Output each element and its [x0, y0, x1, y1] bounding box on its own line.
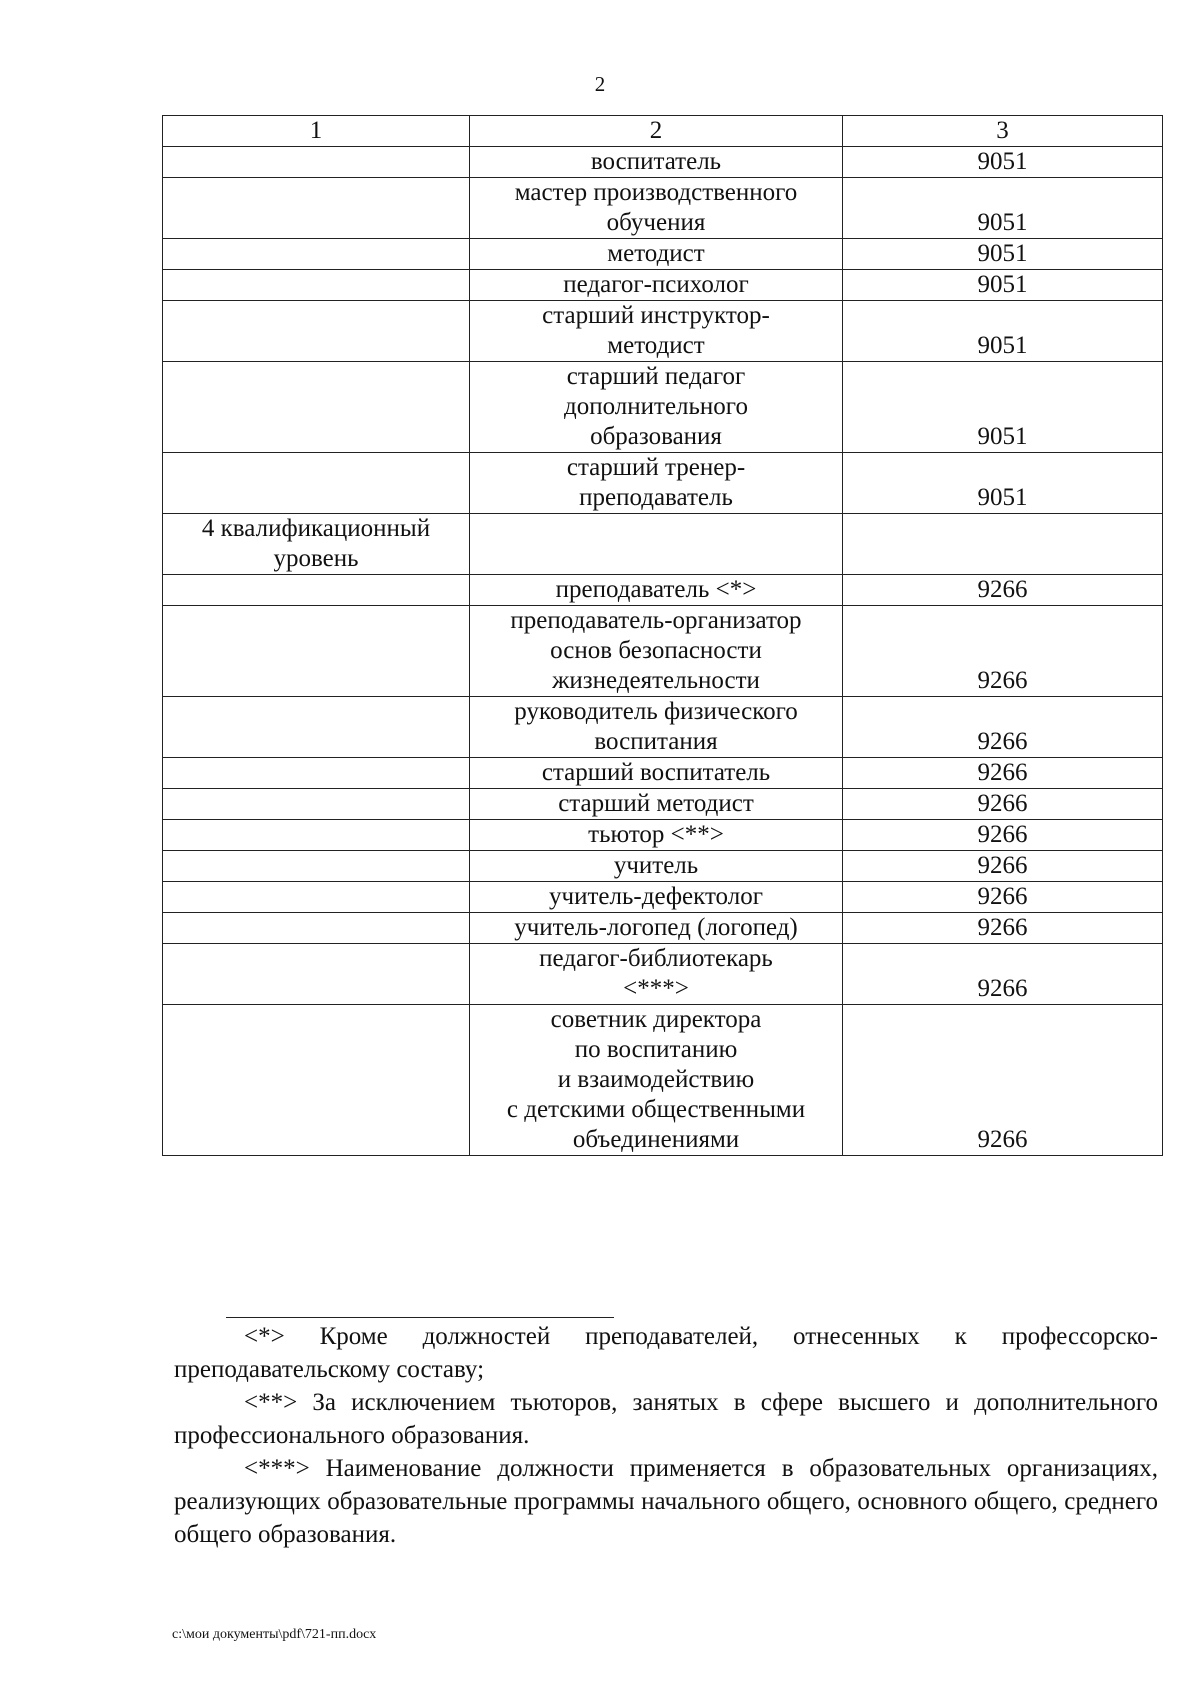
- code-cell: 9051: [843, 239, 1163, 270]
- level-cell: [163, 606, 470, 697]
- code-cell: 9266: [843, 820, 1163, 851]
- code-cell: 9051: [843, 147, 1163, 178]
- position-cell-line: старший инструктор-: [542, 302, 770, 329]
- code-cell: 9266: [843, 575, 1163, 606]
- table-row: [163, 301, 1163, 362]
- level-cell: [163, 820, 470, 851]
- level-cell: [163, 882, 470, 913]
- level-cell: [163, 301, 470, 362]
- position-cell-line: тьютор <**>: [588, 821, 724, 848]
- level-cell: [163, 362, 470, 453]
- position-cell-line: старший воспитатель: [541, 759, 771, 786]
- position-cell-line: педагог-психолог: [563, 271, 749, 298]
- table-row: [163, 758, 1163, 789]
- position-cell-line: по воспитанию: [574, 1036, 738, 1063]
- code-cell: 9051: [843, 362, 1163, 453]
- footnote-separator: [226, 1317, 614, 1318]
- position-cell-line: объединениями: [572, 1126, 740, 1153]
- position-cell-line: методист: [607, 332, 705, 359]
- level-cell: [163, 1005, 470, 1156]
- table-row: [163, 239, 1163, 270]
- table-row: [163, 575, 1163, 606]
- position-cell-line: <***>: [623, 975, 689, 1002]
- code-cell: 9266: [843, 882, 1163, 913]
- code-cell: 9051: [843, 453, 1163, 514]
- level-cell-line: уровень: [273, 545, 359, 572]
- code-cell: 9266: [843, 789, 1163, 820]
- code-cell: 9051: [843, 301, 1163, 362]
- position-cell-line: руководитель физического: [514, 698, 798, 725]
- table-row: [163, 178, 1163, 239]
- header-cell-3: 3: [843, 116, 1163, 147]
- positions-table: [162, 115, 1163, 1156]
- table-row: [163, 606, 1163, 697]
- position-cell: [470, 453, 843, 514]
- code-cell: 9266: [843, 851, 1163, 882]
- level-cell: [163, 453, 470, 514]
- position-cell-line: мастер производственного: [514, 179, 798, 206]
- position-cell: [470, 575, 843, 606]
- position-cell-line: и взаимодействию: [557, 1066, 755, 1093]
- table-header-row: [163, 116, 1163, 147]
- position-cell-line: старший педагог: [566, 363, 746, 390]
- position-cell: [470, 178, 843, 239]
- level-cell: [163, 758, 470, 789]
- position-cell: [470, 944, 843, 1005]
- code-cell: 9266: [843, 1005, 1163, 1156]
- position-cell-line: преподаватель-организатор: [510, 607, 802, 634]
- code-cell: 9266: [843, 913, 1163, 944]
- position-cell: [470, 851, 843, 882]
- level-cell: [163, 514, 470, 575]
- table-row: [163, 913, 1163, 944]
- position-cell: [470, 362, 843, 453]
- position-cell-line: с детскими общественными: [506, 1096, 806, 1123]
- position-cell-line: основ безопасности: [550, 637, 762, 664]
- position-cell-line: преподаватель: [579, 484, 733, 511]
- position-cell-line: учитель: [613, 852, 699, 879]
- level-cell: [163, 851, 470, 882]
- position-cell: [470, 913, 843, 944]
- position-cell-line: педагог-библиотекарь: [539, 945, 773, 972]
- table-row: [163, 697, 1163, 758]
- code-cell: 9051: [843, 270, 1163, 301]
- position-cell: [470, 147, 843, 178]
- position-cell-line: образования: [590, 423, 722, 450]
- level-cell: [163, 789, 470, 820]
- table-row: [163, 820, 1163, 851]
- position-cell: [470, 239, 843, 270]
- table-row: [163, 453, 1163, 514]
- level-cell: [163, 575, 470, 606]
- page-number: 2: [594, 72, 606, 96]
- position-cell-line: преподаватель <*>: [555, 576, 757, 603]
- footnote-3: <***> Наименование должности применяется в образовательных организациях, реализующих образовательные программы начального общего, основного общего, среднего общего образования.: [174, 1455, 1158, 1548]
- level-cell: [163, 913, 470, 944]
- footnote-2: <**> За исключением тьюторов, занятых в сфере высшего и дополнительного профессионального образования.: [174, 1389, 1158, 1449]
- code-cell: 9051: [843, 178, 1163, 239]
- code-cell: 9266: [843, 606, 1163, 697]
- header-cell-2: 2: [470, 116, 843, 147]
- table-row: [163, 147, 1163, 178]
- header-cell-1: 1: [163, 116, 470, 147]
- position-cell-line: старший тренер-: [566, 454, 746, 481]
- table-row: [163, 1005, 1163, 1156]
- position-cell: [470, 697, 843, 758]
- table-row: [163, 362, 1163, 453]
- table-row: [163, 944, 1163, 1005]
- position-cell: [470, 789, 843, 820]
- level-cell: [163, 697, 470, 758]
- position-cell-line: старший методист: [558, 790, 754, 817]
- position-cell-line: учитель-дефектолог: [549, 883, 763, 910]
- position-cell-line: жизнедеятельности: [552, 667, 760, 694]
- level-cell: [163, 147, 470, 178]
- level-cell: [163, 178, 470, 239]
- position-cell: [470, 820, 843, 851]
- position-cell: [470, 270, 843, 301]
- position-cell: [470, 1005, 843, 1156]
- table-row: [163, 270, 1163, 301]
- position-cell-line: воспитания: [594, 728, 718, 755]
- code-cell: [843, 514, 1163, 575]
- footnote-1: <*> Кроме должностей преподавателей, отнесенных к профессорско-преподавательскому составу;: [174, 1323, 1158, 1383]
- code-cell: 9266: [843, 944, 1163, 1005]
- position-cell-line: обучения: [606, 209, 706, 236]
- code-cell: 9266: [843, 697, 1163, 758]
- table-body: [163, 116, 1163, 1156]
- position-cell-line: советник директора: [550, 1006, 762, 1033]
- position-cell: [470, 758, 843, 789]
- position-cell-line: воспитатель: [590, 148, 722, 175]
- level-cell: [163, 270, 470, 301]
- position-cell-line: учитель-логопед (логопед): [514, 914, 798, 941]
- position-cell-line: методист: [607, 240, 705, 267]
- table-row: [163, 851, 1163, 882]
- position-cell-line: дополнительного: [564, 393, 748, 420]
- table-row: [163, 514, 1163, 575]
- footnotes: [174, 1320, 1158, 1551]
- level-cell-line: 4 квалификационный: [201, 515, 431, 542]
- level-cell: [163, 944, 470, 1005]
- file-path: c:\мои документы\pdf\721-пп.docx: [172, 1627, 377, 1642]
- position-cell: [470, 882, 843, 913]
- code-cell: 9266: [843, 758, 1163, 789]
- position-cell: [470, 514, 843, 575]
- position-cell: [470, 606, 843, 697]
- table-row: [163, 882, 1163, 913]
- level-cell: [163, 239, 470, 270]
- position-cell: [470, 301, 843, 362]
- table-row: [163, 789, 1163, 820]
